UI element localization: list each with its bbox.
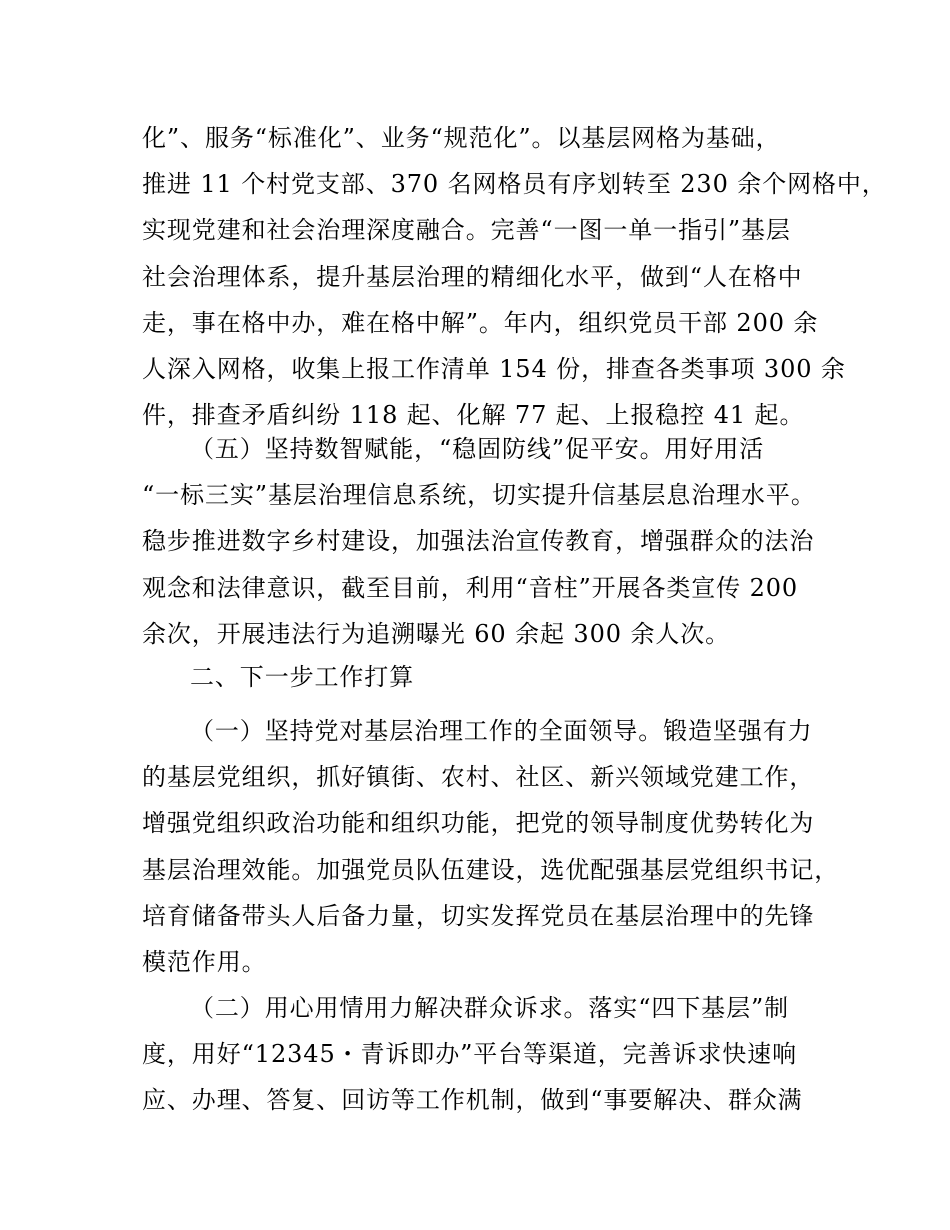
text-line: 实现党建和社会治理深度融合。完善“一图一单一指引”基层 — [142, 216, 791, 245]
text-line: 人深入网格，收集上报工作清单 154 份，排查各类事项 300 余 — [142, 355, 846, 384]
text-line: 基层治理效能。加强党员队伍建设，选优配强基层党组织书记， — [142, 855, 840, 884]
paragraph-public-demands — [142, 985, 812, 1124]
text-line: 稳步推进数字乡村建设，加强法治宣传教育，增强群众的法治 — [142, 527, 815, 556]
text-line: 推进 11 个村党支部、370 名网格员有序划转至 230 余个网格中， — [142, 170, 887, 199]
text-line: 社会治理体系，提升基层治理的精细化水平，做到“人在格中 — [142, 262, 803, 291]
text-line: （五）坚持数智赋能，“稳固防线”促平安。用好用活 — [190, 435, 765, 463]
text-line: 走，事在格中办，难在格中解”。年内，组织党员干部 200 余 — [142, 308, 819, 337]
text-line: 观念和法律意识，截至目前，利用“音柱”开展各类宣传 200 — [142, 573, 799, 602]
paragraph-grid-governance — [142, 115, 887, 438]
text-line: 模范作用。 — [142, 948, 267, 977]
section-heading: 二、下一步工作打算 — [190, 663, 415, 691]
text-line: （二）用心用情用力解决群众诉求。落实“四下基层”制 — [190, 994, 790, 1022]
text-line: “一标三实”基层治理信息系统，切实提升信基层息治理水平。 — [142, 481, 816, 510]
text-line: 件，排查矛盾纠纷 118 起、化解 77 起、上报稳控 41 起。 — [142, 401, 805, 430]
text-line: 余次，开展违法行为追溯曝光 60 余起 300 余人次。 — [142, 619, 731, 648]
text-line: 增强党组织政治功能和组织功能，把党的领导制度优势转化为 — [142, 809, 815, 838]
text-line: 应、办理、答复、回访等工作机制，做到“事要解决、群众满 — [142, 1086, 803, 1115]
text-line: 化”、服务“标准化”、业务“规范化”。以基层网格为基础， — [142, 124, 781, 152]
text-line: 的基层党组织，抓好镇街、农村、社区、新兴领域党建工作， — [142, 763, 815, 792]
section-heading-next-steps — [142, 654, 812, 700]
text-line: 培育储备带头人后备力量，切实发挥党员在基层治理中的先锋 — [142, 901, 815, 930]
paragraph-party-leadership — [142, 708, 840, 985]
paragraph-digital-empowerment — [142, 426, 816, 657]
text-line: （一）坚持党对基层治理工作的全面领导。锻造坚强有力 — [190, 717, 813, 745]
text-line: 度，用好“12345・青诉即办”平台等渠道，完善诉求快速响 — [142, 1040, 797, 1069]
